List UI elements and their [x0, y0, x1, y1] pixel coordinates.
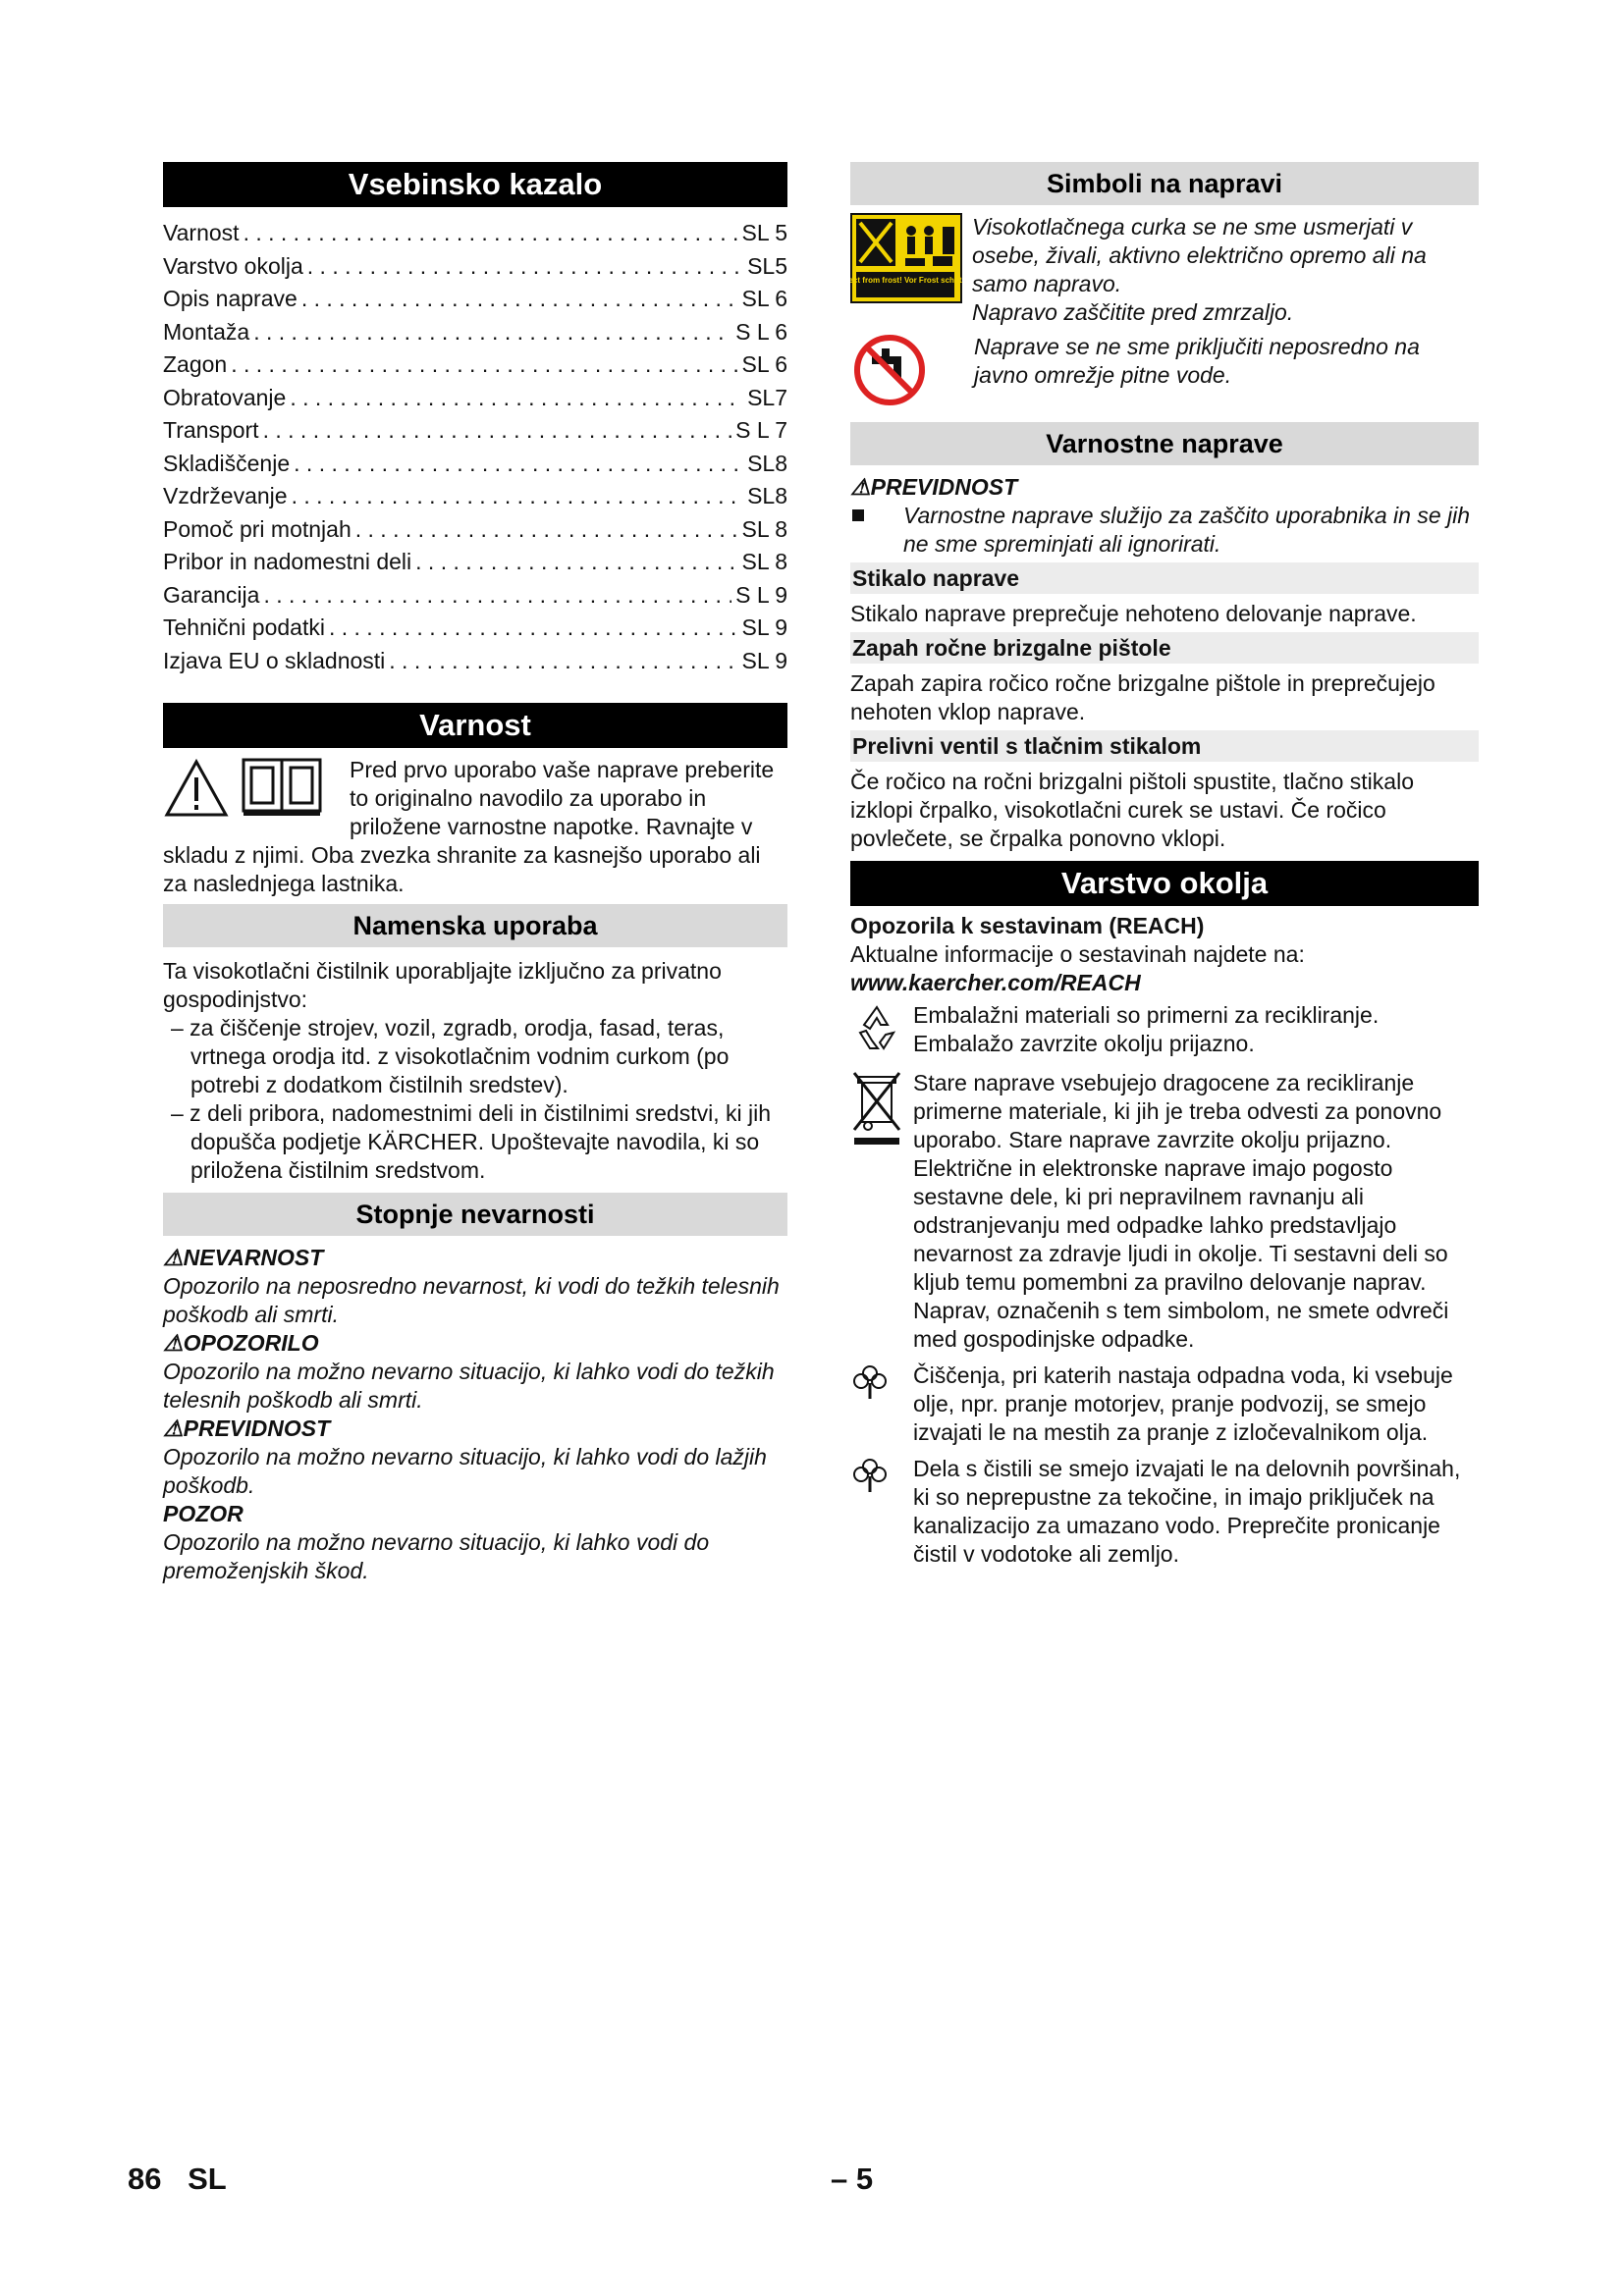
toc-entry [163, 250, 787, 284]
toc-entry-page: SL 8 [741, 549, 787, 574]
namenska-heading: Namenska uporaba [163, 904, 787, 947]
simboli-text-1: Visokotlačnega curka se ne sme usmerjati v osebe, živali, aktivno električno opremo ali na samo napravo. [972, 214, 1427, 296]
toc-entry-page: SL 9 [741, 614, 787, 640]
stopnje-body [163, 1244, 787, 1585]
toc-dot-leader [288, 480, 743, 513]
toc-entry [163, 645, 787, 678]
simboli-text-block [972, 213, 1479, 327]
toc-dot-leader [290, 448, 743, 481]
toc-entry [163, 217, 787, 250]
varnost-intro-text: Pred prvo uporabo vaše naprave preberite to originalno navodilo za uporabo in priložene varnostne napotke. Ravnajte v skladu z njimi. Oba zvezka shranite za kasnejšo uporabo ali za naslednjega lastnika. [163, 757, 775, 896]
level-label: ⚠PREVIDNOST [163, 1415, 331, 1441]
namenska-item: – za čiščenje strojev, vozil, zgradb, orodja, fasad, teras, vrtnega orodja itd. z visokotlačnim vodnim curkom (po potrebi z dodatkom čistilnih sredstev). [171, 1015, 730, 1097]
footer-language: SL [188, 2162, 227, 2196]
frost-label-text: ect from frost! Vor Frost schüt [850, 276, 962, 285]
toc-dot-leader [303, 250, 743, 284]
varnost-intro-block [163, 756, 787, 898]
level-label: ⚠OPOZORILO [163, 1330, 319, 1356]
simboli-heading: Simboli na napravi [850, 162, 1479, 205]
okolje-heading: Varstvo okolja [850, 861, 1479, 906]
stikalo-heading: Stikalo naprave [850, 562, 1479, 594]
toc-entry [163, 348, 787, 382]
environment-tree-icon [850, 1362, 913, 1408]
stopnje-heading: Stopnje nevarnosti [163, 1193, 787, 1236]
oil-water-text: Čiščenja, pri katerih nastaja odpadna voda, ki vsebuje olje, npr. pranje motorjev, pranje podvozij, se smejo izvajati le na mestih za pranje z izločevalnikom olja. [913, 1362, 1453, 1445]
weee-text-block [913, 1069, 1479, 1354]
weee-text-2: Električne in elektronske naprave imajo pogosto sestavne dele, ki pri nepravilnem ravnanju ali odstranjevanju med odpadke lahko predstavljajo nevarnost za zdravje ljudi in okolje. Ti sestavni deli so kljub temu pomembni za pravilno delovanje naprav. Naprav, označenih s tem simbolom, ne smete odvreči med gospodinjske odpadke. [913, 1155, 1449, 1352]
toc-dot-leader [411, 546, 737, 579]
prelivni-text: Če ročico na ročni brizgalni pištoli spustite, tlačno stikalo izklopi črpalko, visokotlačni curek se ustavi. Če ročico povlečete, se črpalka ponovno vklopi. [850, 769, 1414, 851]
toc-entry-label: Montaža [163, 318, 250, 345]
varnostne-heading: Varnostne naprave [850, 422, 1479, 465]
oil-water-row [850, 1362, 1479, 1447]
level-text: Opozorilo na neposredno nevarnost, ki vodi do težkih telesnih poškodb ali smrti. [163, 1273, 780, 1327]
toc-entry [163, 382, 787, 415]
zapah-text: Zapah zapira ročico ročne brizgalne pištole in preprečujejo nehoten vklop naprave. [850, 670, 1435, 724]
toc-dot-leader [286, 382, 743, 415]
table-of-contents [163, 217, 787, 677]
packaging-row [850, 1001, 1479, 1061]
toc-entry-page: SL7 [747, 384, 787, 410]
crossed-bin-icon [850, 1069, 913, 1158]
toc-entry-label: Zagon [163, 351, 228, 377]
toc-heading: Vsebinsko kazalo [163, 162, 787, 207]
prelivni-heading: Prelivni ventil s tlačnim stikalom [850, 730, 1479, 762]
toc-entry [163, 546, 787, 579]
manual-book-icon [244, 760, 320, 816]
toc-entry-page: SL 8 [741, 515, 787, 542]
toc-entry-label: Transport [163, 417, 259, 443]
toc-entry [163, 612, 787, 645]
bullet-square-icon [850, 502, 903, 521]
cleaning-agent-text: Dela s čistili se smejo izvajati le na delovnih površinah, ki so neprepustne za tekočine, in imajo priključek na kanalizacijo za umazano vodo. Preprečite pronicanje čistil v vodotoke ali zemljo. [913, 1456, 1461, 1567]
toc-entry-page: SL 5 [741, 220, 787, 245]
toc-entry-page: S L 6 [735, 318, 787, 345]
toc-dot-leader [227, 348, 737, 382]
varnost-icons [163, 756, 342, 821]
toc-entry-page: SL8 [747, 450, 787, 476]
level-label: POZOR [163, 1501, 244, 1526]
varnost-heading: Varnost [163, 703, 787, 748]
footer-page-lang [128, 2162, 227, 2196]
toc-entry-label: Izjava EU o skladnosti [163, 647, 386, 673]
toc-entry-label: Pomoč pri motnjah [163, 515, 352, 542]
weee-row [850, 1069, 1479, 1354]
cleaning-agent-row [850, 1455, 1479, 1569]
right-column [850, 162, 1479, 1569]
toc-entry [163, 414, 787, 448]
toc-entry [163, 283, 787, 316]
toc-dot-leader [298, 283, 738, 316]
reach-text: Aktualne informacije o sestavinah najdete na: [850, 941, 1305, 967]
footer-page-number: 86 [128, 2162, 162, 2196]
level-label: ⚠NEVARNOST [163, 1245, 324, 1270]
toc-entry-label: Tehnični podatki [163, 614, 325, 640]
level-text: Opozorilo na možno nevarno situacijo, ki lahko vodi do težkih telesnih poškodb ali smrti. [163, 1359, 775, 1413]
packaging-text: Embalažni materiali so primerni za recikliranje. Embalažo zavrzite okolju prijazno. [913, 1002, 1380, 1056]
warning-triangle-icon [163, 756, 342, 821]
weee-text: Stare naprave vsebujejo dragocene za recikliranje primerne materiale, ki jih je treba odvesti za ponovno uporabo. Stare naprave zavrzite okolju prijazno. [913, 1070, 1442, 1152]
toc-entry-page: SL 9 [741, 647, 787, 673]
toc-dot-leader [259, 414, 732, 448]
toc-entry-page: SL 6 [741, 351, 787, 377]
toc-entry-page: S L 7 [735, 417, 787, 443]
toc-entry [163, 448, 787, 481]
toc-entry-label: Garancija [163, 581, 260, 608]
left-column [163, 162, 787, 1585]
toc-dot-leader [325, 612, 738, 645]
toc-entry-label: Skladiščenje [163, 450, 291, 476]
stikalo-text: Stikalo naprave preprečuje nehoteno delovanje naprave. [850, 601, 1417, 626]
level-text: Opozorilo na možno nevarno situacijo, ki lahko vodi do premoženjskih škod. [163, 1529, 710, 1583]
toc-entry-page: SL5 [747, 252, 787, 279]
reach-heading: Opozorila k sestavinam (REACH) [850, 913, 1205, 938]
spray-warning-label-icon [850, 213, 972, 310]
toc-entry-page: S L 9 [735, 581, 787, 608]
toc-dot-leader [259, 579, 731, 613]
varnostne-caution: ⚠PREVIDNOST [850, 474, 1018, 500]
toc-entry [163, 316, 787, 349]
namenska-body [163, 957, 787, 1185]
toc-dot-leader [240, 217, 738, 250]
simboli-row-2 [850, 333, 1479, 414]
environment-tree-icon [850, 1455, 913, 1501]
footer-center-page: – 5 [831, 2162, 874, 2196]
toc-entry-page: SL 6 [741, 286, 787, 311]
toc-entry [163, 480, 787, 513]
toc-entry-page: SL8 [747, 483, 787, 508]
varnostne-bullet-text: Varnostne naprave služijo za zaščito uporabnika in se jih ne sme spreminjati ali ignorirati. [903, 503, 1471, 557]
recycling-icon [850, 1001, 913, 1061]
toc-entry-label: Varstvo okolja [163, 252, 303, 279]
toc-entry-label: Pribor in nadomestni deli [163, 549, 412, 574]
toc-entry-label: Vzdrževanje [163, 483, 288, 508]
toc-entry-label: Opis naprave [163, 286, 298, 311]
no-drinking-water-icon [850, 333, 974, 414]
toc-entry-label: Varnost [163, 220, 240, 245]
toc-dot-leader [352, 513, 738, 547]
namenska-item: – z deli pribora, nadomestnimi deli in čistilnimi sredstvi, ki jih dopušča podjetje KÄRCHER. Upoštevajte navodila, ki so priložena čistilnim sredstvom. [171, 1100, 772, 1183]
varnostne-bullet-row [850, 502, 1479, 559]
simboli-row-1 [850, 213, 1479, 327]
simboli-text-3: Naprave se ne sme priključiti neposredno na javno omrežje pitne vode. [974, 334, 1420, 388]
namenska-text: Ta visokotlačni čistilnik uporabljajte izključno za privatno gospodinjstvo: [163, 958, 722, 1012]
reach-url: www.kaercher.com/REACH [850, 970, 1141, 995]
toc-entry-label: Obratovanje [163, 384, 287, 410]
toc-entry [163, 513, 787, 547]
simboli-text-2: Napravo zaščitite pred zmrzaljo. [972, 299, 1294, 325]
toc-dot-leader [385, 645, 737, 678]
zapah-heading: Zapah ročne brizgalne pištole [850, 632, 1479, 664]
toc-dot-leader [249, 316, 731, 349]
level-text: Opozorilo na možno nevarno situacijo, ki lahko vodi do lažjih poškodb. [163, 1444, 767, 1498]
toc-entry [163, 579, 787, 613]
